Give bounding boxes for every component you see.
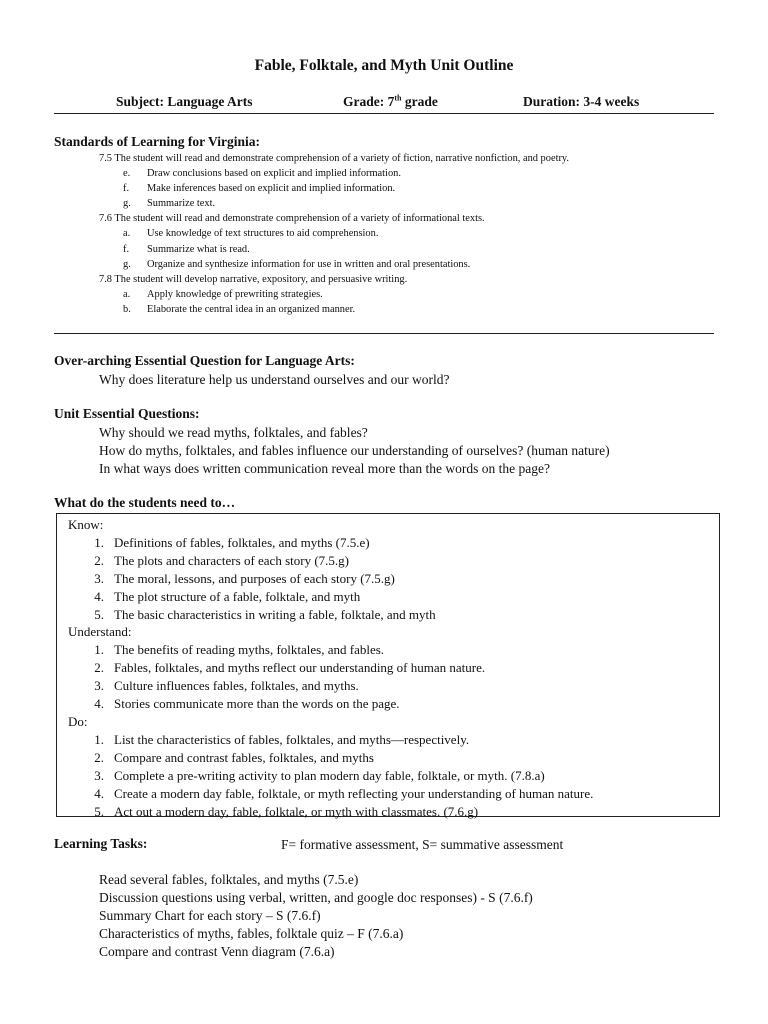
item-text: The moral, lessons, and purposes of each story (7.5.g): [114, 570, 395, 586]
sub-text: Summarize what is read.: [147, 243, 250, 255]
standards-list: [99, 151, 569, 317]
item-number: 4.: [94, 785, 104, 801]
list-item: [68, 570, 593, 588]
standard-text: 7.8 The student will develop narrative, expository, and persuasive writing.: [99, 273, 408, 285]
sub-letter: e.: [123, 168, 131, 180]
learning-task: Summary Chart for each story – S (7.6.f): [99, 908, 321, 923]
list-item: [68, 534, 593, 552]
list-item: [68, 659, 593, 677]
list-item: [68, 731, 593, 749]
learning-tasks-list: [99, 871, 533, 961]
sub-letter: g.: [123, 258, 131, 270]
sub-letter: g.: [123, 198, 131, 210]
standard-text: 7.5 The student will read and demonstrate comprehension of a variety of fiction, narrative nonfiction, and poetry.: [99, 153, 570, 164]
item-text: Create a modern day fable, folktale, or myth reflecting your understanding of human nature.: [114, 785, 594, 801]
item-text: List the characteristics of fables, folktales, and myths—respectively.: [114, 731, 470, 747]
item-number: 4.: [94, 588, 104, 604]
sub-letter: f.: [123, 243, 130, 255]
list-item: [68, 588, 593, 606]
item-text: Complete a pre-writing activity to plan modern day fable, folktale, or myth. (7.8.a): [114, 767, 545, 783]
item-number: 1.: [94, 534, 104, 550]
sub-letter: a.: [123, 228, 131, 240]
standard-item: [99, 272, 569, 317]
sub-letter: b.: [123, 303, 131, 315]
learning-task: Characteristics of myths, fables, folktale quiz – F (7.6.a): [99, 926, 404, 941]
item-text: The plot structure of a fable, folktale, and myth: [114, 588, 361, 604]
item-number: 5.: [94, 606, 104, 622]
item-number: 1.: [94, 731, 104, 747]
learning-tasks-heading: Learning Tasks:: [54, 836, 148, 851]
learning-task: Compare and contrast Venn diagram (7.6.a): [99, 944, 335, 959]
item-number: 3.: [94, 570, 104, 586]
standards-divider: [54, 333, 714, 334]
page-title: Fable, Folktale, and Myth Unit Outline: [254, 57, 514, 74]
list-item: [68, 767, 593, 785]
learning-task: Read several fables, folktales, and myths (7.5.e): [99, 872, 359, 887]
list-item: [68, 552, 593, 570]
sub-text: Apply knowledge of prewriting strategies.: [147, 288, 323, 300]
standard-sub-item: [99, 302, 569, 317]
list-item: [68, 785, 593, 803]
standard-item: [99, 211, 569, 271]
standard-sub-item: [99, 242, 569, 257]
unit-question: In what ways does written communication reveal more than the words on the page?: [99, 461, 550, 476]
sub-letter: a.: [123, 288, 131, 300]
item-number: 5.: [94, 803, 104, 819]
need-to-box: [56, 513, 720, 817]
unit-question: How do myths, folktales, and fables influence our understanding of ourselves? (human nature): [99, 443, 610, 458]
understand-label: Understand:: [68, 624, 132, 640]
assessment-legend: F= formative assessment, S= summative assessment: [281, 837, 564, 852]
list-item: [68, 749, 593, 767]
duration-label: Duration: 3-4 weeks: [523, 94, 640, 109]
item-number: 4.: [94, 696, 104, 712]
standard-sub-item: [99, 287, 569, 302]
unit-questions-heading: Unit Essential Questions:: [54, 406, 200, 421]
overarching-heading: Over-arching Essential Question for Language Arts:: [54, 353, 355, 368]
item-number: 2.: [94, 660, 104, 676]
standard-sub-item: [99, 196, 569, 211]
sub-text: Make inferences based on explicit and implied information.: [147, 183, 396, 195]
learning-task: Discussion questions using verbal, written, and google doc responses) - S (7.6.f): [99, 890, 533, 905]
sub-text: Organize and synthesize information for use in written and oral presentations.: [147, 258, 471, 270]
item-text: The basic characteristics in writing a fable, folktale, and myth: [114, 606, 436, 622]
list-item: [68, 803, 593, 821]
item-number: 1.: [94, 642, 104, 658]
unit-question: Why should we read myths, folktales, and fables?: [99, 425, 368, 440]
item-number: 3.: [94, 678, 104, 694]
unit-questions-list: [99, 424, 610, 478]
sub-letter: f.: [123, 183, 130, 195]
header-divider: [54, 113, 714, 114]
list-item: [68, 606, 593, 624]
list-item: [68, 695, 593, 713]
item-text: Definitions of fables, folktales, and myths (7.5.e): [114, 534, 370, 550]
know-label: Know:: [68, 517, 104, 532]
item-text: Fables, folktales, and myths reflect our understanding of human nature.: [114, 660, 486, 676]
item-number: 2.: [94, 552, 104, 568]
do-label: Do:: [68, 713, 88, 729]
item-text: Compare and contrast fables, folktales, and myths: [114, 749, 374, 765]
sub-text: Elaborate the central idea in an organized manner.: [147, 303, 356, 315]
standard-item: [99, 151, 569, 211]
grade-superscript: th: [394, 93, 402, 103]
item-text: The plots and characters of each story (7.5.g): [114, 552, 349, 568]
item-number: 3.: [94, 767, 104, 783]
sub-text: Use knowledge of text structures to aid comprehension.: [147, 228, 379, 240]
grade-suffix: grade: [401, 94, 438, 109]
standard-sub-item: [99, 166, 569, 181]
item-text: Culture influences fables, folktales, and myths.: [114, 678, 359, 694]
standard-text: 7.6 The student will read and demonstrate comprehension of a variety of informational texts.: [99, 213, 485, 225]
grade-prefix: Grade: 7: [343, 94, 395, 109]
sub-text: Summarize text.: [147, 198, 216, 210]
item-text: The benefits of reading myths, folktales, and fables.: [114, 642, 385, 658]
list-item: [68, 677, 593, 695]
item-number: 2.: [94, 749, 104, 765]
standard-sub-item: [99, 257, 569, 272]
item-text: Act out a modern day, fable, folktale, or myth with classmates. (7.6.g): [114, 803, 479, 819]
sub-text: Draw conclusions based on explicit and implied information.: [147, 168, 401, 180]
standard-sub-item: [99, 226, 569, 241]
subject-label: Subject: Language Arts: [116, 94, 253, 109]
need-to-heading: What do the students need to…: [54, 495, 236, 510]
item-text: Stories communicate more than the words on the page.: [114, 696, 400, 712]
overarching-question: Why does literature help us understand ourselves and our world?: [99, 372, 450, 387]
list-item: [68, 641, 593, 659]
standards-heading: Standards of Learning for Virginia:: [54, 134, 261, 149]
standard-sub-item: [99, 181, 569, 196]
grade-label: [343, 94, 438, 110]
